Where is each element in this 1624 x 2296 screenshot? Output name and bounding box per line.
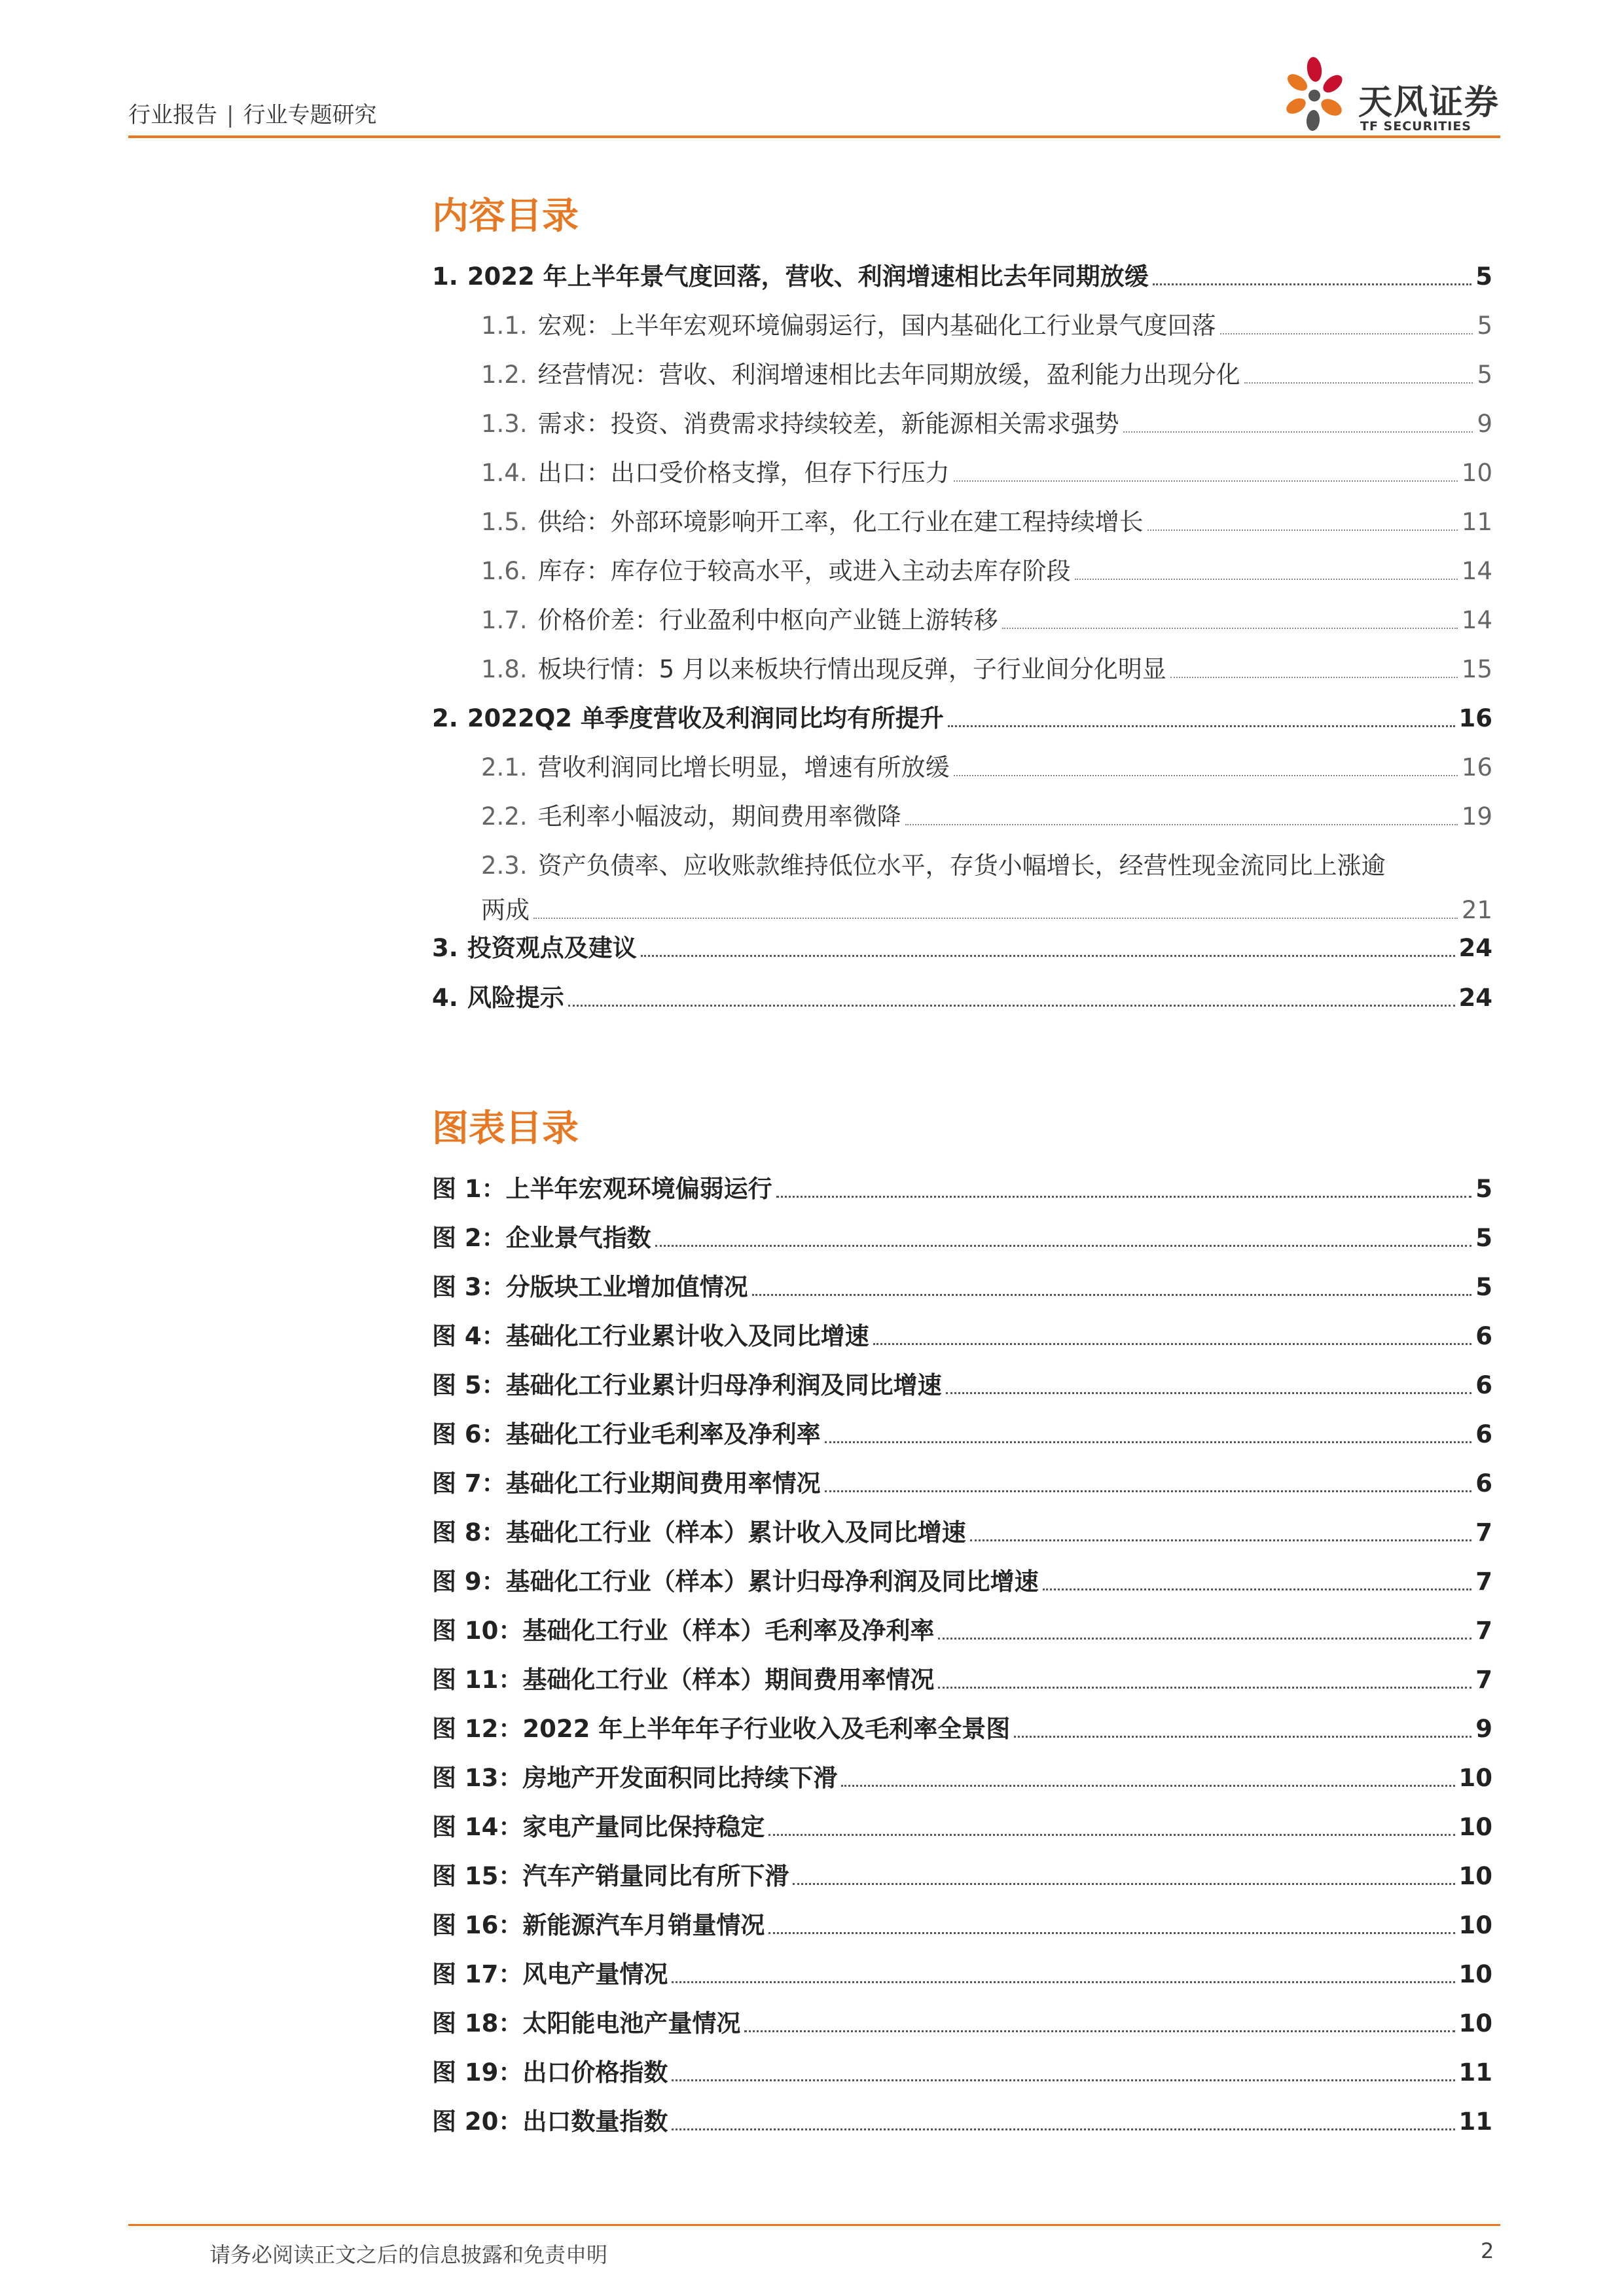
- figure-item[interactable]: 图 1：上半年宏观环境偏弱运行 5: [432, 1175, 1492, 1203]
- page-number: 2: [1481, 2238, 1494, 2263]
- figure-item[interactable]: 图 3：分版块工业增加值情况 5: [432, 1273, 1492, 1301]
- figure-item[interactable]: 图 11：基础化工行业（样本）期间费用率情况 7: [432, 1666, 1492, 1694]
- toc-item[interactable]: 2.2. 毛利率小幅波动，期间费用率微降 19: [481, 802, 1492, 831]
- figure-item[interactable]: 图 15：汽车产销量同比有所下滑 10: [432, 1862, 1492, 1890]
- footer-divider: [128, 2224, 1500, 2226]
- figure-item[interactable]: 图 16：新能源汽车月销量情况 10: [432, 1911, 1492, 1939]
- toc-item[interactable]: 1.4. 出口：出口受价格支撑，但存下行压力 10: [481, 459, 1492, 487]
- toc-title: 内容目录: [432, 195, 579, 238]
- report-subcategory: 行业专题研究: [243, 102, 377, 128]
- toc-item[interactable]: 1.5. 供给：外部环境影响开工率，化工行业在建工程持续增长 11: [481, 508, 1492, 536]
- figures-title: 图表目录: [432, 1107, 579, 1150]
- figure-item[interactable]: 图 13：房地产开发面积同比持续下滑 10: [432, 1764, 1492, 1792]
- figure-item[interactable]: 图 5：基础化工行业累计归母净利润及同比增速 6: [432, 1371, 1492, 1399]
- figure-item[interactable]: 图 2：企业景气指数 5: [432, 1224, 1492, 1252]
- figure-item[interactable]: 图 7：基础化工行业期间费用率情况 6: [432, 1469, 1492, 1498]
- figure-item[interactable]: 图 19：出口价格指数 11: [432, 2058, 1492, 2087]
- toc-item[interactable]: 1.2. 经营情况：营收、利润增速相比去年同期放缓，盈利能力出现分化 5: [481, 361, 1492, 389]
- toc-item[interactable]: 1.3. 需求：投资、消费需求持续较差，新能源相关需求强势 9: [481, 410, 1492, 438]
- figure-item[interactable]: 图 17：风电产量情况 10: [432, 1960, 1492, 1988]
- report-category: 行业报告: [128, 102, 217, 128]
- toc-item[interactable]: 1.6. 库存：库存位于较高水平，或进入主动去库存阶段 14: [481, 557, 1492, 585]
- toc-item[interactable]: 1. 2022 年上半年景气度回落，营收、利润增速相比去年同期放缓 5: [432, 262, 1492, 291]
- toc-item[interactable]: 2.1. 营收利润同比增长明显，增速有所放缓 16: [481, 753, 1492, 781]
- figure-item[interactable]: 图 10：基础化工行业（样本）毛利率及净利率 7: [432, 1617, 1492, 1645]
- toc-item[interactable]: 1.8. 板块行情：5 月以来板块行情出现反弹，子行业间分化明显 15: [481, 655, 1492, 683]
- toc-item[interactable]: 3. 投资观点及建议 24: [432, 934, 1492, 962]
- figure-item[interactable]: 图 9：基础化工行业（样本）累计归母净利润及同比增速 7: [432, 1568, 1492, 1596]
- figure-item[interactable]: 图 20：出口数量指数 11: [432, 2108, 1492, 2136]
- toc-item[interactable]: 4. 风险提示 24: [432, 984, 1492, 1012]
- toc-item[interactable]: 1.7. 价格价差：行业盈利中枢向产业链上游转移 14: [481, 606, 1492, 634]
- logo-chinese-name: 天风证券: [1358, 83, 1500, 122]
- toc-item[interactable]: 2. 2022Q2 单季度营收及利润同比均有所提升 16: [432, 704, 1492, 732]
- flower-logo-icon: [1276, 51, 1355, 136]
- logo-english-name: TF SECURITIES: [1360, 119, 1471, 134]
- figure-item[interactable]: 图 18：太阳能电池产量情况 10: [432, 2009, 1492, 2037]
- figure-item[interactable]: 图 14：家电产量同比保持稳定 10: [432, 1813, 1492, 1841]
- figure-item[interactable]: 图 4：基础化工行业累计收入及同比增速 6: [432, 1322, 1492, 1350]
- toc-item[interactable]: 1.1. 宏观：上半年宏观环境偏弱运行，国内基础化工行业景气度回落 5: [481, 312, 1492, 340]
- header-separator: |: [226, 102, 234, 128]
- toc-item[interactable]: 2.3. 资产负债率、应收账款维持低位水平，存货小幅增长，经营性现金流同比上涨逾 两成 21: [481, 852, 1492, 924]
- company-logo: [1276, 51, 1512, 136]
- footer-disclaimer: 请务必阅读正文之后的信息披露和免责申明: [209, 2242, 608, 2267]
- report-header: [128, 97, 376, 129]
- figure-item[interactable]: 图 8：基础化工行业（样本）累计收入及同比增速 7: [432, 1518, 1492, 1547]
- figure-item[interactable]: 图 12：2022 年上半年年子行业收入及毛利率全景图 9: [432, 1715, 1492, 1743]
- header-divider: [128, 135, 1500, 138]
- figure-item[interactable]: 图 6：基础化工行业毛利率及净利率 6: [432, 1420, 1492, 1448]
